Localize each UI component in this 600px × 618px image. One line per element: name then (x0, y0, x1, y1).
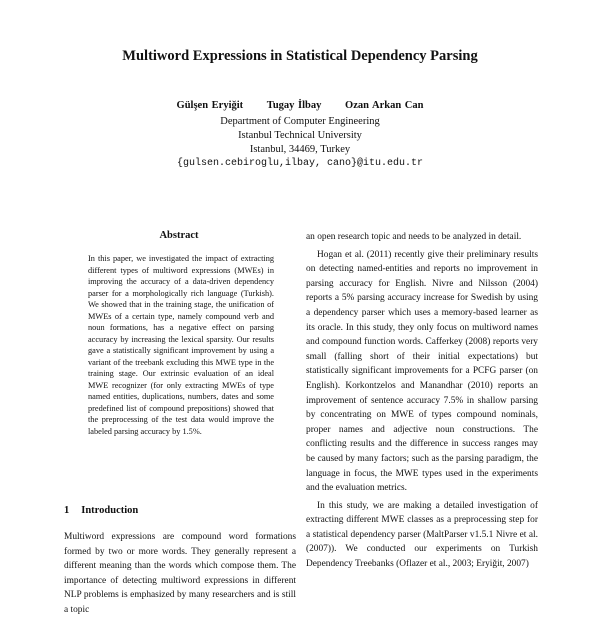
section-title: Introduction (81, 505, 139, 516)
email: {gulsen.cebiroglu,ilbay, cano}@itu.edu.tr (176, 158, 424, 169)
abstract-heading: Abstract (159, 230, 199, 241)
section-heading (64, 505, 294, 516)
right-column (306, 230, 538, 572)
introduction-text: Multiword expressions are compound word formations formed by two or more words. They generally represent a different meaning than the words which compose them. The importance of detecting multiword expressions in different NLP problems is emphasized by many researchers and is still a topic (64, 532, 296, 615)
paragraph: In this study, we are making a detailed investigation of extracting different MWE classes as a preprocessing step for a statistical dependency parser (MaltParser v1.5.1 Nivre et al. (2007)). We conducted our experiments on Turkish Dependency Treebanks (Oflazer et al., 2003; Eryiğit, 2007) (306, 500, 538, 570)
paper-title: Multiword Expressions in Statistical Dependency Parsing (122, 48, 478, 64)
department: Department of Computer Engineering (220, 116, 380, 127)
author-name: Gülşen Eryiğit (176, 100, 244, 111)
section-number: 1 (64, 505, 70, 516)
paragraph: an open research topic and needs to be analyzed in detail. (306, 232, 522, 242)
author-name: Tugay İlbay (266, 100, 322, 111)
paragraph: Hogan et al. (2011) recently give their preliminary results on detecting named-entities and reports no improvement in parsing accuracy for English. Nivre and Nilsson (2004) reports a 5% parsing accuracy increase for Swedish by using a dependency parser which uses a memory-based learner as its oracle. In this study, they only focus on multiword names and compound function words. Cafferkey (2008) reports very small (falling short of their initial expectations) but statistically significant improvements for a PCFG parser (on English). Korkontzelos and Manandhar (2010) reports an improvement of sentence accuracy 7.5% in shallow parsing by concentrating on MWE of types compound nominals, proper names and adjective noun constructions. The conflicting results and the difference in success ranges may be caused by many factors; such as the parsing paradigm, the language in focus, the MWE types used in the experiments and the evaluation metrics. (306, 249, 538, 494)
abstract-text: In this paper, we investigated the impact of extracting different types of multiword expressions (MWEs) in improving the accuracy of a data-driven dependency parser for a morphologically rich language (Turkish). We showed that in the training stage, the unification of MWEs of a certain type, namely compound verb and noun formations, has a negative effect on parsing accuracy by increasing the lexical sparsity. Our results gave a statistically significant improvement by using a variant of the treebank excluding this MWE type in the training stage. Our extrinsic evaluation of an ideal MWE recognizer (for only extracting MWEs of type named entities, duplications, numbers, dates and some predefined list of compound prepositions) showed that the preprocessing of the test data would improve the labeled parsing accuracy by 1.5%. (88, 254, 274, 436)
author-list (0, 100, 600, 111)
address: Istanbul, 34469, Turkey (249, 144, 351, 155)
author-name: Ozan Arkan Can (345, 100, 424, 111)
affiliation (0, 115, 600, 171)
university: Istanbul Technical University (238, 130, 362, 141)
